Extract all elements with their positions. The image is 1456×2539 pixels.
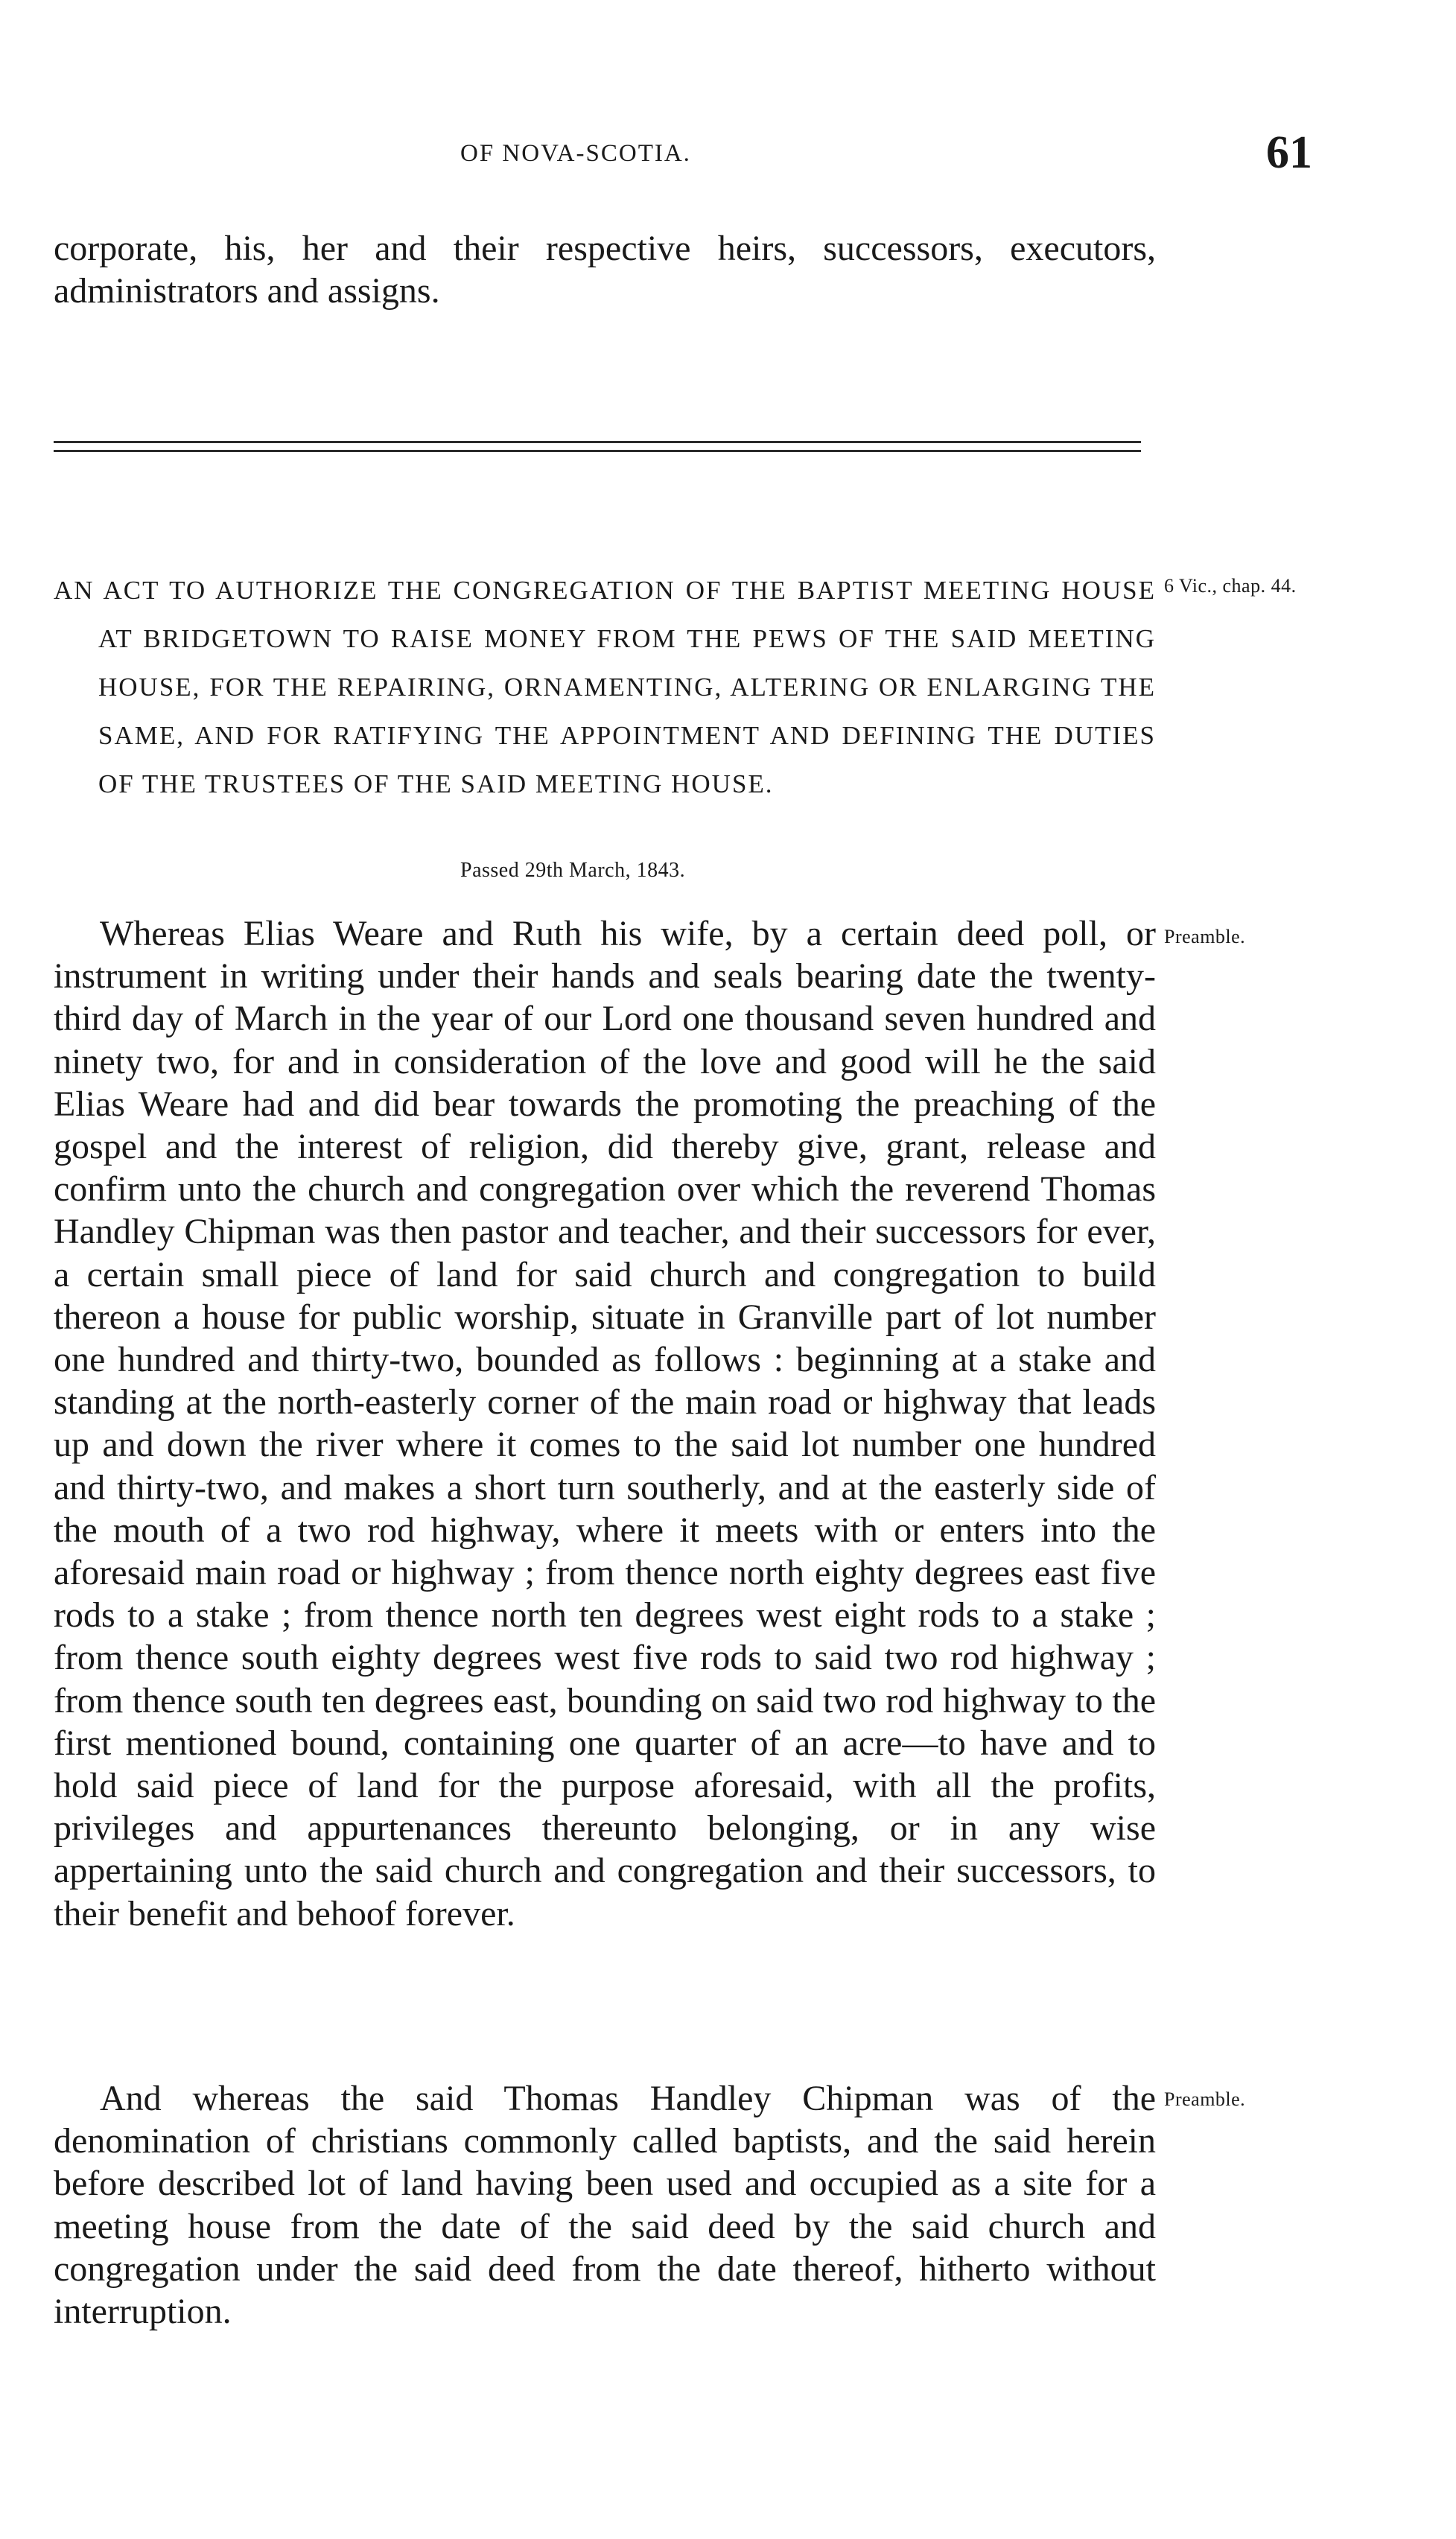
continuation-text: corporate, his, her and their respective heirs, successors, executors, administrators and assigns.: [54, 229, 1156, 311]
section-divider-rule: [54, 441, 1141, 443]
paragraph-preamble-1: Whereas Elias Weare and Ruth his wife, by a certain deed poll, or instrument in writing under their hands and seals bearing date the twenty-third day of March in the year of our Lord one thousand seven hundred and ninety two, for and in consideration of the love and good will he the said Elias Weare had and did bear towards the promoting the preaching of the gospel and the interest of religion, did thereby give, grant, release and confirm unto the church and congregation over which the reverend Thomas Handley Chipman was then pastor and teacher, and their successors for ever, a certain small piece of land for said church and congregation to build thereon a house for public worship, situate in Granville part of lot number one hundred and thirty-two, bounded as follows : beginning at a stake and standing at the north-easterly corner of the main road or highway that leads up and down the river where it comes to the said lot number one hundred and thirty-two, and makes a short turn southerly, and at the easterly side of the mouth of a two rod highway, where it meets with or enters into the aforesaid main road or highway ; from thence north eighty degrees east five rods to a stake ; from thence north ten degrees west eight rods to a stake ; from thence south eighty degrees west five rods to said two rod highway ; from thence south ten degrees east, bounding on said two rod highway to the first mentioned bound, containing one quarter of an acre—to have and to hold said piece of land for the purpose aforesaid, with all the profits, privileges and appurtenances thereunto belonging, or in any wise appertaining unto the said church and congregation and their successors, to their benefit and behoof forever.: [54, 914, 1156, 1933]
margin-note-citation: 6 Vic., chap. 44.: [1164, 575, 1297, 597]
paragraph-preamble-2: And whereas the said Thomas Handley Chipman was of the denomination of christians commonly called baptists, and the said herein before described lot of land having been used and occupied as a site for a meeting house from the date of the said deed by the said church and congregation under the said deed from the date thereof, hitherto without interruption.: [54, 2079, 1156, 2332]
section-divider-rule-second: [54, 450, 1141, 452]
running-head: OF NOVA-SCOTIA.: [460, 140, 691, 167]
passed-date: Passed 29th March, 1843.: [460, 859, 686, 882]
act-title: AN ACT TO AUTHORIZE THE CONGREGATION OF THE BAPTIST MEETING HOUSE AT BRIDGETOWN TO RAISE MONEY FROM THE PEWS OF THE SAID MEETING HOUSE, FOR THE REPAIRING, ORNAMENTING, ALTERING OR ENLARGING THE SAME, AND FOR RATIFYING THE APPOINTMENT AND DEFINING THE DUTIES OF THE TRUSTEES OF THE SAID MEETING HOUSE.: [54, 576, 1156, 798]
margin-note-preamble-second: Preamble.: [1164, 2088, 1246, 2110]
margin-note-preamble: Preamble.: [1164, 926, 1246, 947]
page-number: 61: [1266, 127, 1312, 178]
